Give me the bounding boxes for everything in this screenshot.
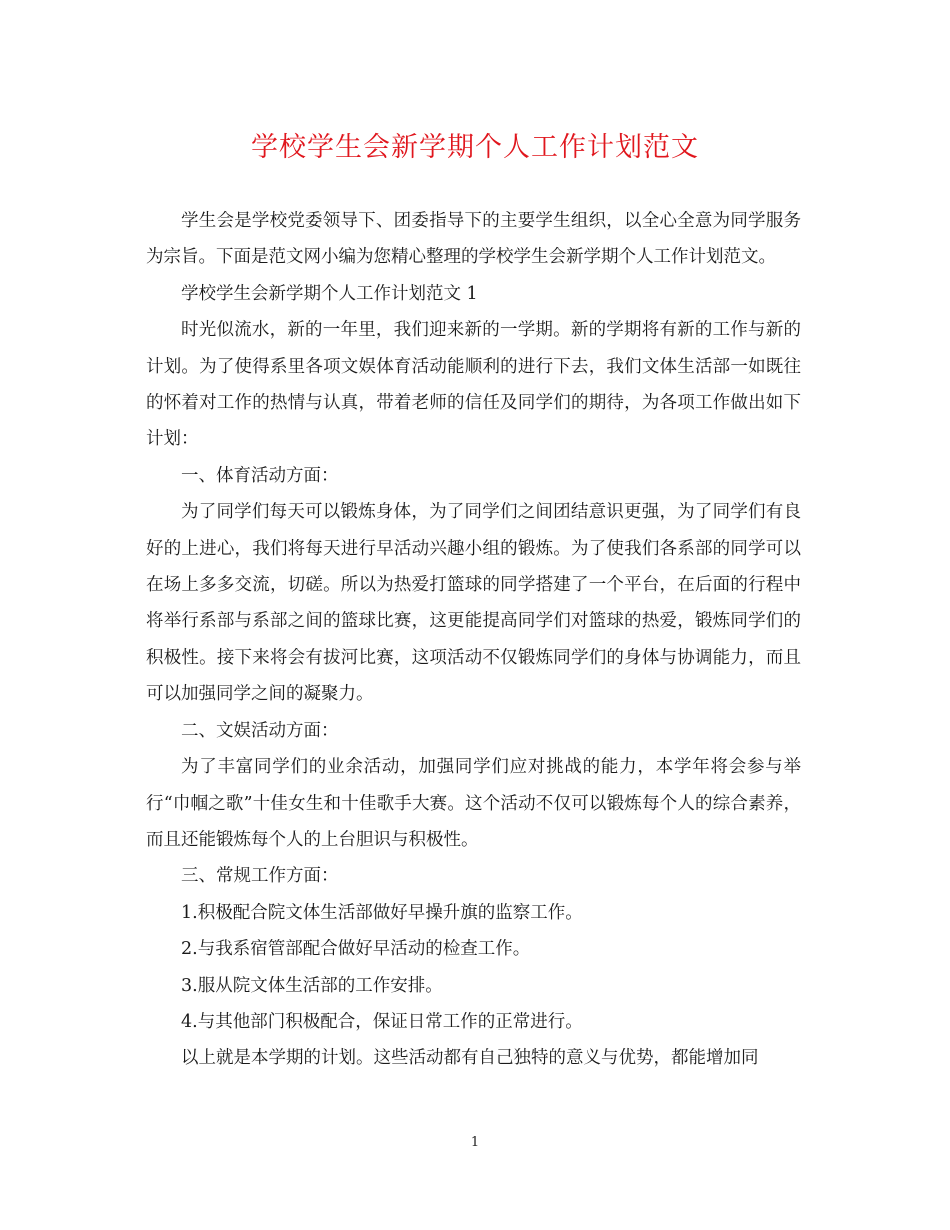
- paragraph-section-heading: 学校学生会新学期个人工作计划范文 1: [181, 283, 478, 304]
- page-number: 1: [470, 1135, 480, 1150]
- paragraph-sports-heading: 一、体育活动方面：: [181, 465, 339, 486]
- paragraph-sports-body: 为了同学们每天可以锻炼身体，为了同学们之间团结意识更强，为了同学们有良好的上进心，我们将每天进行早活动兴趣小组的锻炼。为了使我们各系部的同学可以在场上多多交流，切磋。所以为热爱打篮球的同学搭建了一个平台，在后面的行程中将举行系部与系部之间的篮球比赛，这更能提高同学们对篮球的热爱，锻炼同学们的积极性。接下来将会有拔河比赛，这项活动不仅锻炼同学们的身体与协调能力，而且可以加强同学之间的凝聚力。: [146, 502, 801, 705]
- paragraph-list-item-2: 2.与我系宿管部配合做好早活动的检查工作。: [181, 939, 531, 960]
- document-body: [146, 203, 801, 1077]
- paragraph-conclusion: 以上就是本学期的计划。这些活动都有自己独特的意义与优势，都能增加同: [181, 1048, 759, 1069]
- paragraph-list-item-3: 3.服从院文体生活部的工作安排。: [181, 975, 443, 996]
- document-title: 学校学生会新学期个人工作计划范文: [251, 132, 699, 163]
- paragraph-routine-heading: 三、常规工作方面：: [181, 866, 339, 887]
- paragraph-entertainment-heading: 二、文娱活动方面：: [181, 720, 339, 741]
- paragraph-intro: 学生会是学校党委领导下、团委指导下的主要学生组织，以全心全意为同学服务为宗旨。下面是范文网小编为您精心整理的学校学生会新学期个人工作计划范文。: [146, 211, 801, 268]
- paragraph-opening: 时光似流水，新的一年里，我们迎来新的一学期。新的学期将有新的工作与新的计划。为了使得系里各项文娱体育活动能顺利的进行下去，我们文体生活部一如既往的怀着对工作的热情与认真，带着老师的信任及同学们的期待，为各项工作做出如下计划：: [146, 320, 801, 450]
- paragraph-list-item-4: 4.与其他部门积极配合，保证日常工作的正常进行。: [181, 1011, 583, 1032]
- paragraph-list-item-1: 1.积极配合院文体生活部做好早操升旗的监察工作。: [181, 902, 583, 923]
- paragraph-entertainment-body: 为了丰富同学们的业余活动，加强同学们应对挑战的能力，本学年将会参与举行“巾帼之歌”十佳女生和十佳歌手大赛。这个活动不仅可以锻炼每个人的综合素养，而且还能锻炼每个人的上台胆识与积极性。: [146, 757, 801, 850]
